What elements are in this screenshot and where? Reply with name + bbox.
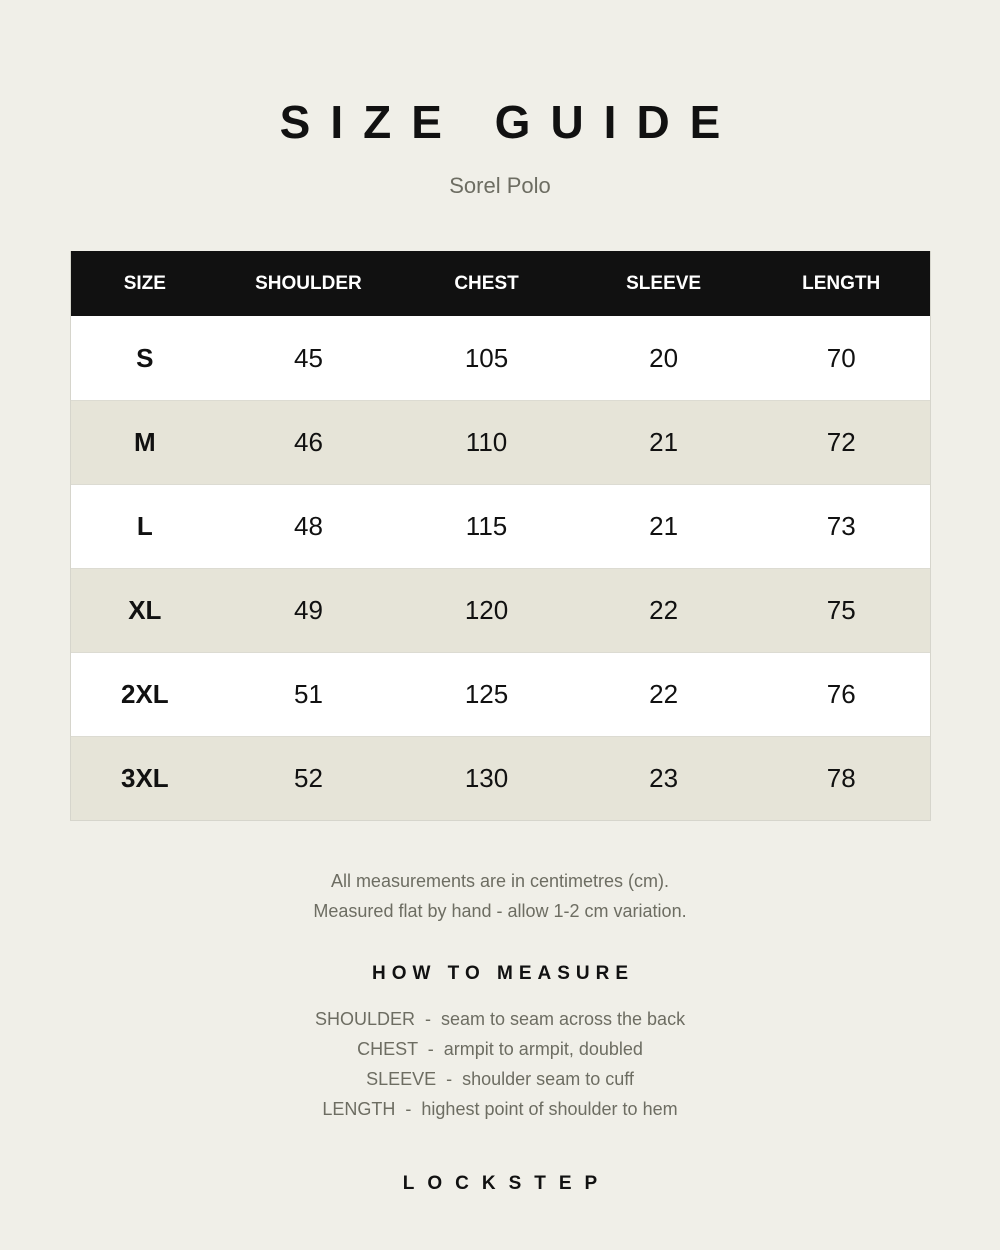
chest-cell: 120: [464, 595, 509, 625]
measure-item-sleeve: SLEEVE - shoulder seam to cuff: [366, 1069, 634, 1089]
note-variation: Measured flat by hand - allow 1-2 cm variation.: [313, 901, 687, 921]
sleeve-cell: 21: [649, 511, 679, 541]
length-cell: 73: [826, 511, 856, 541]
sleeve-cell: 21: [649, 427, 679, 457]
length-cell: 70: [826, 342, 856, 373]
column-header-sleeve: SLEEVE: [626, 272, 702, 294]
size-cell: M: [133, 427, 156, 457]
sleeve-cell: 20: [649, 342, 679, 373]
chest-cell: 125: [464, 679, 509, 709]
table-row: [71, 316, 930, 400]
column-header-length: LENGTH: [802, 272, 881, 294]
sleeve-cell: 22: [649, 679, 679, 709]
length-cell: 75: [826, 595, 856, 625]
note-units: All measurements are in centimetres (cm).: [330, 871, 670, 891]
size-table: [70, 251, 931, 821]
column-header-chest: CHEST: [454, 272, 519, 294]
measurement-notes: [0, 866, 1000, 926]
table-row: [71, 736, 930, 820]
size-cell: 2XL: [120, 679, 169, 709]
table-row: [71, 568, 930, 652]
sleeve-cell: 23: [649, 763, 679, 793]
measure-item-shoulder: SHOULDER - seam to seam across the back: [314, 1009, 686, 1029]
chest-cell: 105: [464, 342, 509, 373]
length-cell: 72: [826, 427, 856, 457]
measure-item-length: LENGTH - highest point of shoulder to hem: [322, 1099, 678, 1119]
size-cell: L: [136, 511, 153, 541]
how-to-measure-heading: HOW TO MEASURE: [371, 963, 635, 984]
brand-name: LOCKSTEP: [402, 1173, 611, 1194]
table-body: [71, 316, 930, 820]
table-row: [71, 400, 930, 484]
table-row: [71, 652, 930, 736]
shoulder-cell: 52: [293, 763, 323, 793]
shoulder-cell: 51: [293, 679, 323, 709]
size-cell: S: [136, 342, 154, 373]
table-header: [71, 251, 930, 316]
chest-cell: 110: [465, 427, 508, 457]
shoulder-cell: 49: [293, 595, 323, 625]
how-to-measure-list: [0, 1004, 1000, 1124]
column-header-shoulder: SHOULDER: [255, 272, 362, 294]
table-row: [71, 484, 930, 568]
column-header-size: SIZE: [123, 272, 166, 294]
shoulder-cell: 46: [293, 427, 323, 457]
sleeve-cell: 22: [649, 595, 679, 625]
chest-cell: 130: [464, 763, 509, 793]
shoulder-cell: 45: [293, 342, 323, 373]
size-cell: XL: [128, 595, 162, 625]
product-name: Sorel Polo: [449, 173, 551, 198]
size-cell: 3XL: [120, 763, 169, 793]
shoulder-cell: 48: [293, 511, 323, 541]
measure-item-chest: CHEST - armpit to armpit, doubled: [357, 1039, 643, 1059]
length-cell: 76: [826, 679, 856, 709]
chest-cell: 115: [465, 511, 508, 541]
length-cell: 78: [826, 763, 856, 793]
page-title: SIZE GUIDE: [279, 96, 741, 148]
